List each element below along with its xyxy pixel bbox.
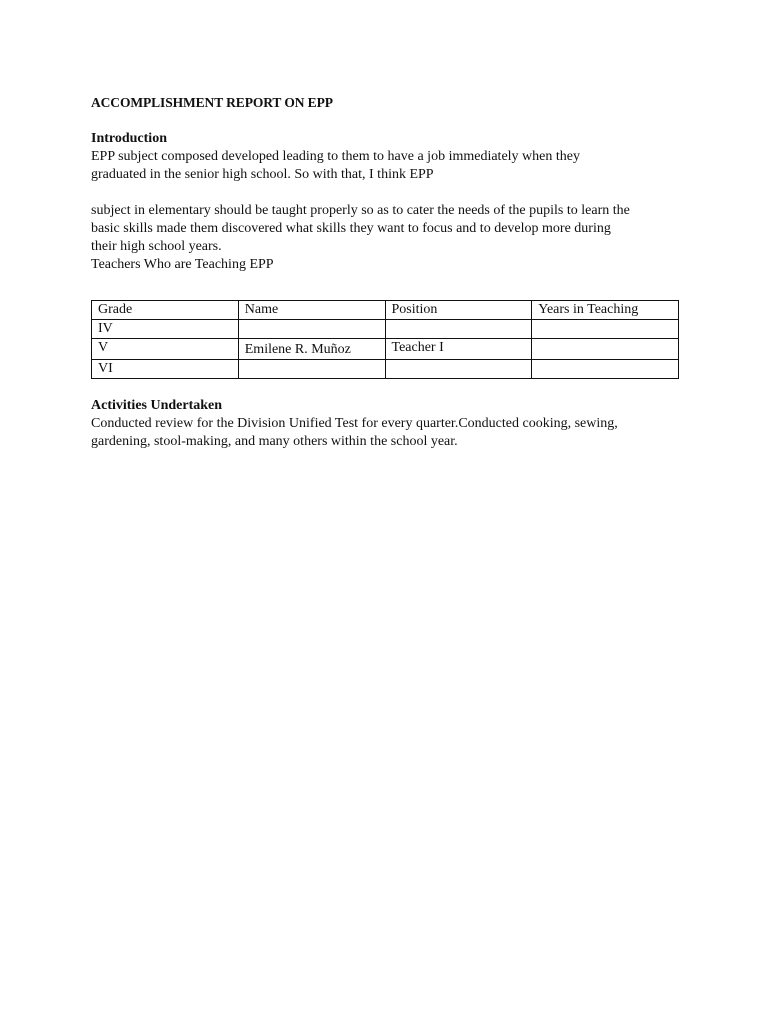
teachers-table: [91, 300, 679, 379]
paragraph-line: their high school years.: [91, 239, 222, 254]
table-cell: VI: [92, 360, 239, 379]
table-header-cell: Name: [238, 301, 385, 320]
table-cell: [385, 360, 532, 379]
activities-section: [91, 397, 691, 451]
table-cell: IV: [92, 320, 239, 339]
table-cell: V: [92, 339, 239, 360]
introduction-paragraph-1: [91, 148, 691, 184]
table-cell: [238, 320, 385, 339]
table-header-cell: Grade: [92, 301, 239, 320]
paragraph-line: basic skills made them discovered what skills they want to focus and to develop more during: [91, 221, 611, 236]
document-title: ACCOMPLISHMENT REPORT ON EPP: [91, 95, 333, 110]
paragraph-line: Conducted review for the Division Unified Test for every quarter.Conducted cooking, sewing,: [91, 416, 618, 431]
paragraph-line: subject in elementary should be taught properly so as to cater the needs of the pupils to learn the: [91, 203, 630, 218]
activities-heading: Activities Undertaken: [91, 398, 223, 413]
table-row: [92, 320, 679, 339]
table-cell: [532, 360, 679, 379]
table-cell: [532, 320, 679, 339]
table-header-row: [92, 301, 679, 320]
introduction-paragraph-2: [91, 202, 691, 256]
table-row: [92, 360, 679, 379]
table-header-cell: Years in Teaching: [532, 301, 679, 320]
paragraph-spacer: [91, 184, 691, 202]
document-body: [91, 94, 691, 451]
paragraph-line: gardening, stool-making, and many others within the school year.: [91, 434, 458, 449]
table-cell: [532, 339, 679, 360]
table-row: [92, 339, 679, 360]
table-cell: [385, 320, 532, 339]
paragraph-line: graduated in the senior high school. So with that, I think EPP: [91, 167, 434, 182]
teachers-line: Teachers Who are Teaching EPP: [91, 257, 274, 272]
table-cell: Emilene R. Muñoz: [238, 339, 385, 360]
introduction-heading: Introduction: [91, 131, 167, 146]
table-cell: Teacher I: [385, 339, 532, 360]
paragraph-line: EPP subject composed developed leading to them to have a job immediately when they: [91, 149, 580, 164]
table-header-cell: Position: [385, 301, 532, 320]
table-cell: [238, 360, 385, 379]
